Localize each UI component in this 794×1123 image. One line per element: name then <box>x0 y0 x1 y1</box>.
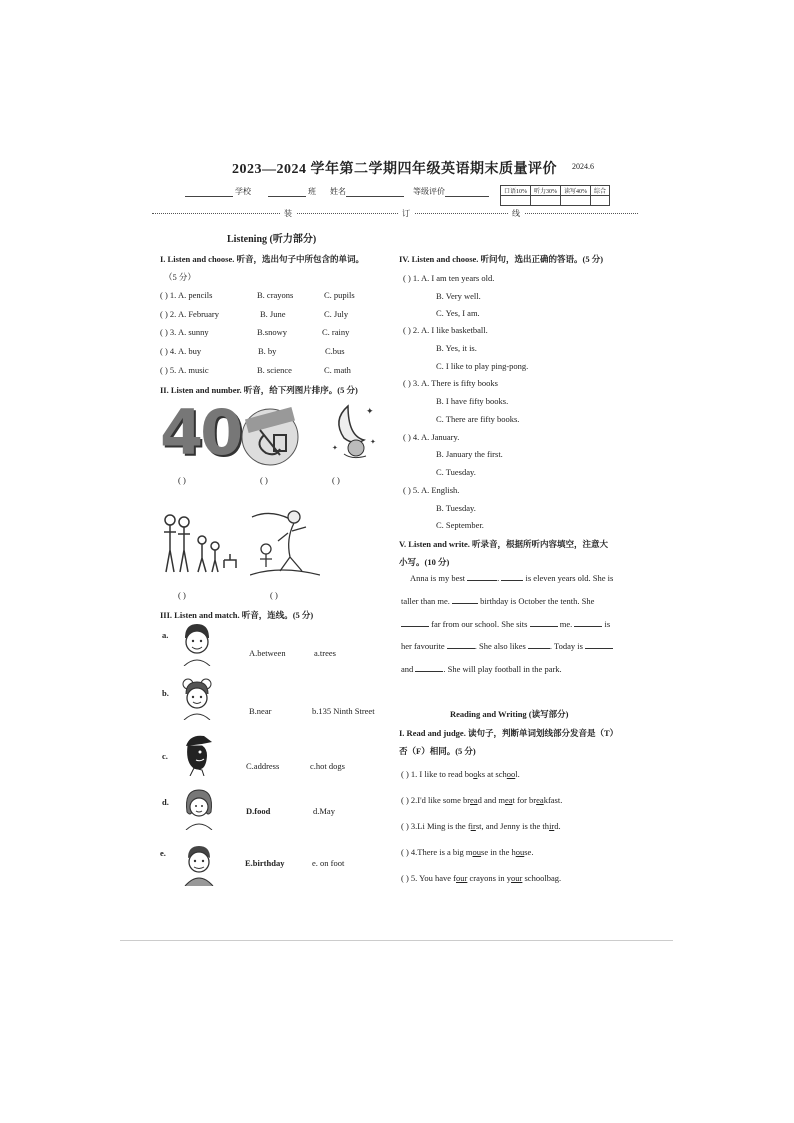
question-row: ( ) 3. A. There is fifty books <box>403 378 498 388</box>
moon-picture <box>326 400 378 462</box>
judge-item-3: ( ) 3.Li Ming is the first, and Jenny is the third. <box>401 821 561 831</box>
cloze-line-1: Anna is my best . is eleven years old. She is <box>410 573 614 583</box>
answer-bracket[interactable]: ( ) <box>332 475 340 485</box>
match-letter: b. <box>162 688 169 698</box>
cloze-line-4: her favourite . She also likes . Today is <box>401 640 613 651</box>
blank-input[interactable] <box>447 640 475 649</box>
part5-title-cont: 小写。(10 分) <box>399 557 450 567</box>
cloze-line-5: and . She will play football in the park. <box>401 664 562 674</box>
boy-cap-picture <box>180 732 214 776</box>
option-c: C. Tuesday. <box>436 467 476 477</box>
match-right[interactable]: b.135 Ninth Street <box>312 706 375 716</box>
binding-line <box>152 213 638 214</box>
option-b: B. June <box>260 309 286 319</box>
option-b: B. by <box>258 346 277 356</box>
option-c: C. I like to play ping-pong. <box>436 361 529 371</box>
option-c: C. July <box>324 309 349 319</box>
family-picture <box>160 510 240 575</box>
svg-text:✦: ✦ <box>366 406 374 416</box>
blank-input[interactable] <box>401 618 429 627</box>
score-cell[interactable] <box>561 196 591 206</box>
option-c: C. Yes, I am. <box>436 308 480 318</box>
score-total-label: 综合 <box>591 186 610 196</box>
answer-bracket[interactable]: ( ) <box>178 590 186 600</box>
seal-char: 线 <box>508 208 524 219</box>
option-b: B. Tuesday. <box>436 503 476 513</box>
question-row: ( ) 2. A. I like basketball. <box>403 325 488 335</box>
question-row: ( ) 1. A. pencils <box>160 290 213 300</box>
reading-part1-title-cont: 否（F）相同。(5 分) <box>399 746 476 756</box>
question-row: ( ) 3. A. sunny <box>160 327 209 337</box>
part3-title: III. Listen and match. 听音，连线。(5 分) <box>160 610 314 620</box>
score-cell[interactable] <box>591 196 610 206</box>
option-c: C. rainy <box>322 327 350 337</box>
option-b: B. Very well. <box>436 291 481 301</box>
blank-input[interactable] <box>415 663 443 672</box>
match-right[interactable]: d.May <box>313 806 335 816</box>
match-right[interactable]: e. on foot <box>312 858 345 868</box>
option-c: C. September. <box>436 520 484 530</box>
option-b: B. January the first. <box>436 449 503 459</box>
blank-input[interactable] <box>501 572 523 581</box>
match-middle[interactable]: B.near <box>249 706 272 716</box>
match-middle[interactable]: E.birthday <box>245 858 285 868</box>
question-row: ( ) 2. A. February <box>160 309 220 319</box>
match-right[interactable]: c.hot dogs <box>310 761 345 771</box>
question-row: ( ) 4. A. buy <box>160 346 202 356</box>
hiking-picture <box>250 505 320 577</box>
exam-title: 2023—2024 学年第二学期四年级英语期末质量评价 <box>232 162 557 177</box>
blank-input[interactable] <box>528 640 550 649</box>
match-letter: a. <box>162 630 169 640</box>
school-field[interactable]: 学校 <box>185 186 251 197</box>
option-b: B. science <box>257 365 292 375</box>
name-field[interactable]: 姓名 <box>330 186 404 197</box>
option-b: B. Yes, it is. <box>436 343 477 353</box>
blank-input[interactable] <box>452 595 478 604</box>
match-letter: d. <box>162 797 169 807</box>
judge-item-2: ( ) 2.I'd like some bread and meat for breakfast. <box>401 795 563 805</box>
question-row: ( ) 4. A. January. <box>403 432 460 442</box>
exam-paper <box>120 100 673 941</box>
match-letter: c. <box>162 751 168 761</box>
option-c: C. pupils <box>324 290 355 300</box>
option-b: B. I have fifty books. <box>436 396 509 406</box>
question-row: ( ) 5. A. English. <box>403 485 460 495</box>
match-middle[interactable]: D.food <box>246 806 271 816</box>
option-b: B.snowy <box>257 327 287 337</box>
score-cell[interactable] <box>531 196 561 206</box>
listening-heading: Listening (听力部分) <box>227 234 317 245</box>
cloze-line-3: far from our school. She sits me. is <box>401 618 610 629</box>
match-right[interactable]: a.trees <box>314 648 336 658</box>
score-reading-label: 读写40% <box>561 186 591 196</box>
seal-char: 装 <box>280 208 296 219</box>
option-b: B. crayons <box>257 290 294 300</box>
judge-item-1: ( ) 1. I like to read books at school. <box>401 769 520 779</box>
score-table <box>500 185 610 206</box>
blank-input[interactable] <box>530 618 558 627</box>
part4-title: IV. Listen and choose. 听问句，选出正确的答语。(5 分) <box>399 254 604 264</box>
class-field[interactable]: 班 <box>268 186 316 197</box>
score-listening-label: 听力30% <box>531 186 561 196</box>
question-row: ( ) 1. A. I am ten years old. <box>403 273 495 283</box>
cloze-line-2: taller than me. birthday is October the tenth. She <box>401 596 595 606</box>
blank-input[interactable] <box>574 618 602 627</box>
instrument-picture <box>240 405 302 467</box>
part1-points: （5 分） <box>164 272 196 282</box>
man-face-picture <box>182 842 216 886</box>
answer-bracket[interactable]: ( ) <box>270 590 278 600</box>
option-c: C.bus <box>325 346 345 356</box>
blank-input[interactable] <box>585 640 613 649</box>
reading-part1-title: I. Read and judge. 读句子，判断单词划线部分发音是（T） <box>399 728 619 738</box>
score-oral-label: 口语10% <box>501 186 531 196</box>
question-row: ( ) 5. A. music <box>160 365 209 375</box>
judge-item-5: ( ) 5. You have four crayons in your schoolbag. <box>401 873 562 883</box>
svg-text:✦: ✦ <box>332 444 338 452</box>
match-middle[interactable]: A.between <box>249 648 286 658</box>
judge-item-4: ( ) 4.There is a big mouse in the house. <box>401 847 534 857</box>
reading-heading: Reading and Writing (读写部分) <box>450 709 569 719</box>
option-c: C. There are fifty books. <box>436 414 520 424</box>
match-letter: e. <box>160 848 166 858</box>
part2-title: II. Listen and number. 听音，给下列图片排序。(5 分) <box>160 385 358 395</box>
part5-title: V. Listen and write. 听录音，根据所听内容填空，注意大 <box>399 539 609 549</box>
answer-bracket[interactable]: ( ) <box>260 475 268 485</box>
answer-bracket[interactable]: ( ) <box>178 475 186 485</box>
svg-text:✦: ✦ <box>370 438 376 446</box>
number-40-picture: 40 <box>160 396 241 469</box>
grade-field[interactable]: 等级评价 <box>413 186 489 197</box>
match-middle[interactable]: C.address <box>246 761 280 771</box>
woman-face-picture <box>182 786 216 830</box>
part1-title: I. Listen and choose. 听音，选出句子中所包含的单词。 <box>160 254 365 264</box>
exam-date: 2024.6 <box>572 162 594 171</box>
boy-face-picture <box>180 622 214 666</box>
blank-input[interactable] <box>467 572 497 581</box>
option-c: C. math <box>324 365 351 375</box>
seal-char: 订 <box>398 208 414 219</box>
score-cell[interactable] <box>501 196 531 206</box>
girl-face-picture <box>180 676 214 720</box>
